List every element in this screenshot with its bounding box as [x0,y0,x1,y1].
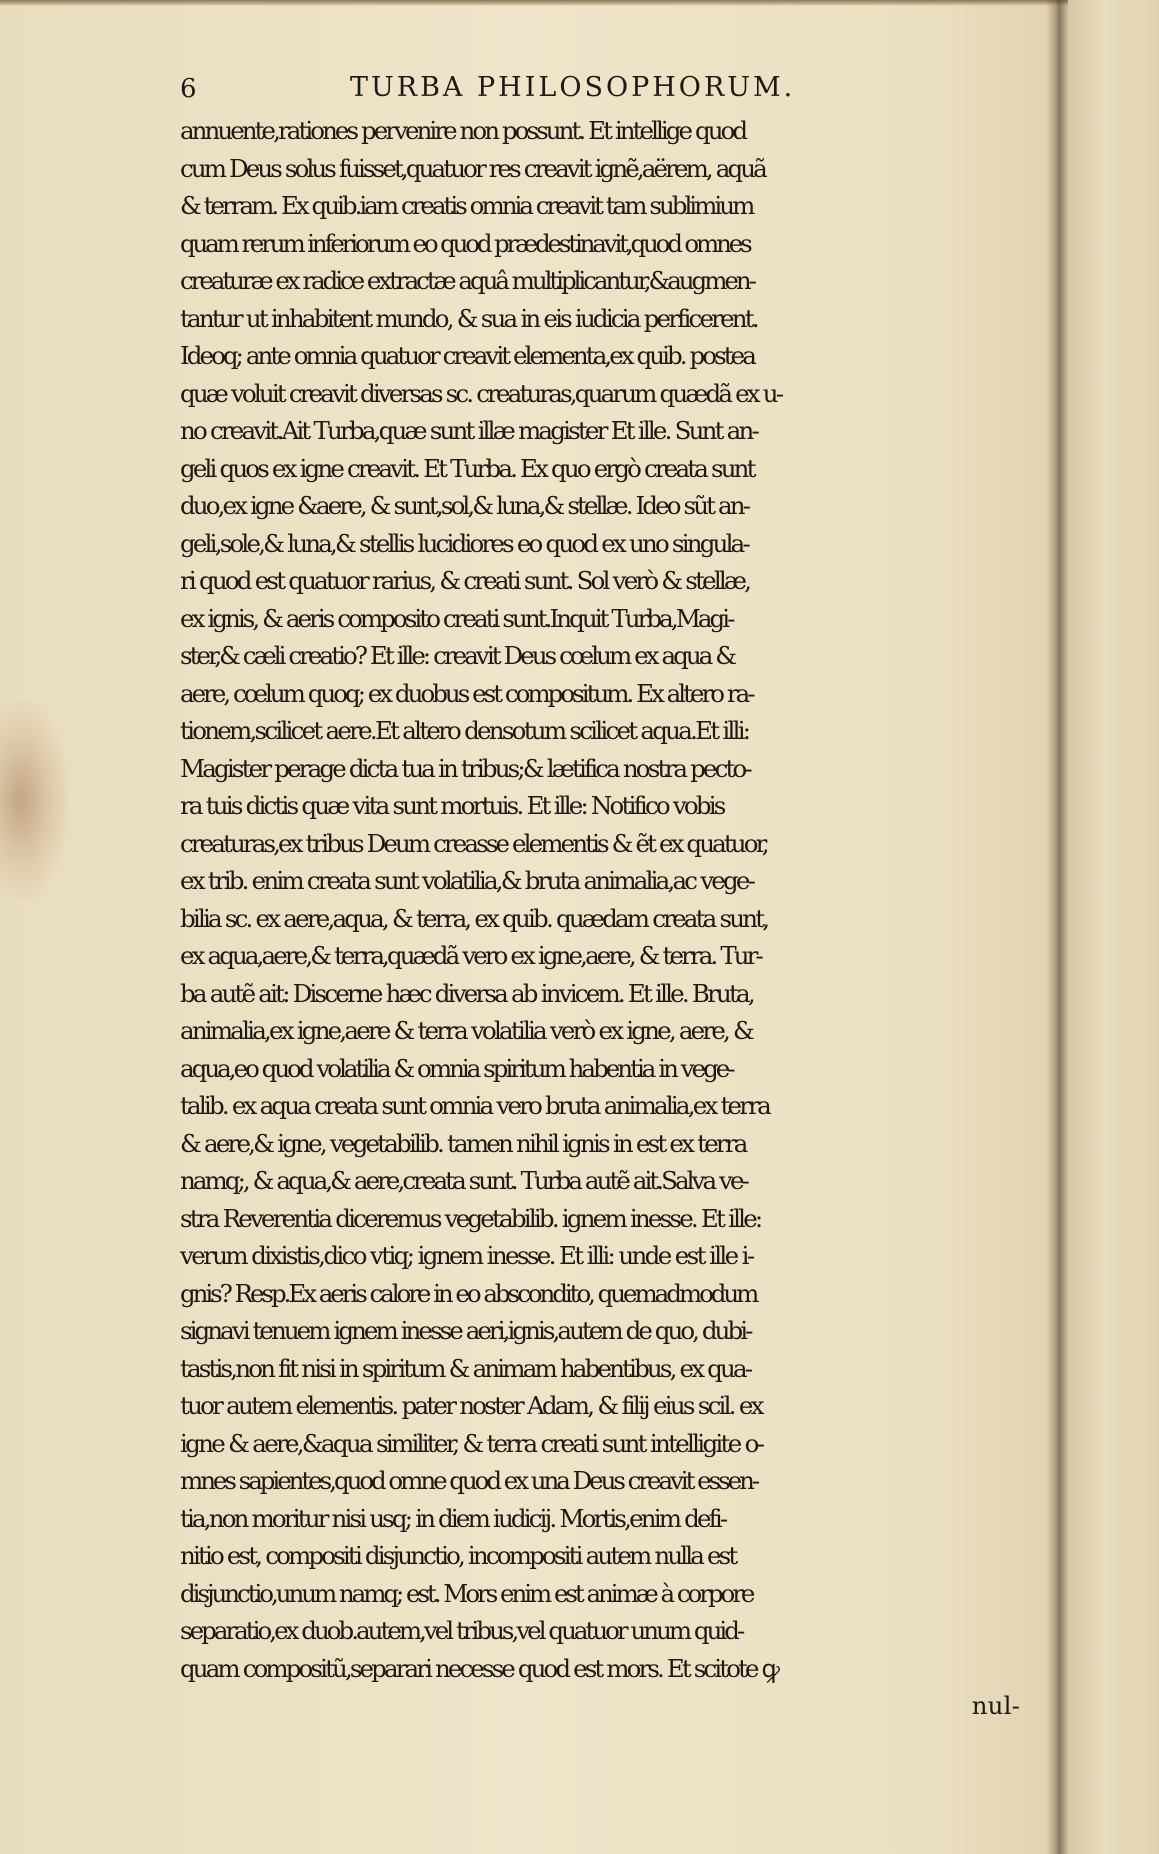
text-line: tastis,non fit nisi in spiritum & animam habentibus, ex qua- [180,1353,751,1383]
text-line: ex aqua,aere,& terra,quædã vero ex igne,aere, & terra. Tur- [180,941,761,970]
text-line: geli,sole,& luna,& stellis lucidiores eo quod ex uno singula- [180,528,748,558]
text-line: & terram. Ex quib.iam creatis omnia creavit tam sublimium [180,191,753,220]
text-line: ri quod est quatuor rarius, & creati sunt. Sol verò & stellæ, [180,566,750,595]
text-line: Magister perage dicta tua in tribus;& lætifica nostra pecto- [180,753,750,783]
text-line: gnis? Resp.Ex aeris calore in eo abscondito, quemadmodum [180,1278,757,1308]
page-top-edge [0,0,1159,6]
page-number: 6 [180,74,197,104]
text-line: nitio est, compositi disjunctio, incompositi autem nulla est [180,1541,736,1570]
text-line: ra tuis dictis quæ vita sunt mortuis. Et ille: Notifico vobis [180,791,724,820]
text-line: namq;, & aqua,& aere,creata sunt. Turba autẽ ait.Salva ve- [180,1166,747,1195]
text-line: tionem,scilicet aere.Et altero densotum scilicet aqua.Et illi: [180,716,749,745]
text-line: aere, cœlum quoq; ex duobus est compositum. Ex altero ra- [180,678,753,708]
paper-stain [0,700,70,900]
text-line: cum Deus solus fuisset,quatuor res creavit ignẽ,aërem, aquã [180,153,765,183]
text-line: duo,ex igne &aere, & sunt,sol,& luna,& stellæ. Ideo sũt an- [180,491,748,520]
book-page [180,68,1040,1725]
text-line: aqua,eo quod volatilia & omnia spiritum habentia in vege- [180,1053,733,1083]
text-line: ex trib. enim creata sunt volatilia,& bruta animalia,ac vege- [180,866,754,895]
text-line: mnes sapientes,quod omne quod ex una Deus creavit essen- [180,1466,758,1495]
catchword: nul- [971,1691,1020,1720]
adjacent-page-edge [1068,0,1159,1854]
text-line: geli quos ex igne creavit. Et Turba. Ex quo ergò creata sunt [180,453,754,483]
text-line: talib. ex aqua creata sunt omnia vero bruta animalia,ex terra [180,1091,769,1120]
text-line: verum dixistis,dico vtiq; ignem inesse. Et illi: unde est ille i- [180,1241,753,1270]
text-line: bilia sc. ex aere,aqua, & terra, ex quib. quædam creata sunt, [180,903,768,933]
text-line: animalia,ex igne,aere & terra volatilia verò ex igne, aere, & [180,1016,753,1045]
running-title: TURBA PHILOSOPHORUM. [350,72,796,103]
running-head [180,68,1040,112]
text-line: igne & aere,&aqua similiter, & terra creati sunt intelligite o- [180,1428,763,1458]
text-line: quæ voluit creavit diversas sc. creaturas,quarum quædã ex u- [180,378,782,408]
text-line: tuor autem elementis. pater noster Adam, & filij eius scil. ex [180,1391,762,1420]
body-text [180,112,1040,1687]
text-line: creaturæ ex radice extractæ aquâ multiplicantur,&augmen- [180,266,754,295]
text-line: annuente,rationes pervenire non possunt. Et intellige quod [180,116,746,145]
text-line: no creavit.Ait Turba,quæ sunt illæ magister Et ille. Sunt an- [180,416,757,445]
text-line: quam compositũ,separari necesse quod est mors. Et scitote ꝙ [180,1653,778,1683]
text-line: quam rerum inferiorum eo quod prædestinavit,quod omnes [180,228,750,258]
book-gutter [1046,0,1070,1854]
text-line: tia,non moritur nisi usq; in diem iudicij. Mortis,enim defi- [180,1503,726,1533]
text-line: creaturas,ex tribus Deum creasse elementis & ẽt ex quatuor, [180,828,767,858]
text-line: disjunctio,unum namq; est. Mors enim est animæ à corpore [180,1578,753,1608]
text-line: ba autẽ ait: Discerne hæc diversa ab invicem. Et ille. Bruta, [180,978,753,1008]
text-line: signavi tenuem ignem inesse aeri,ignis,autem de quo, dubi- [180,1316,751,1345]
text-line: separatio,ex duob.autem,vel tribus,vel quatuor unum quid- [180,1616,743,1645]
text-line: tantur ut inhabitent mundo, & sua in eis iudicia perficerent. [180,303,757,333]
text-line: stra Reverentia diceremus vegetabilib. ignem inesse. Et ille: [180,1203,761,1233]
text-line: & aere,& igne, vegetabilib. tamen nihil ignis in est ex terra [180,1128,746,1158]
text-line: Ideoq; ante omnia quatuor creavit elementa,ex quib. postea [180,341,754,370]
text-line: ster,& cæli creatio? Et ille: creavit Deus cœlum ex aqua & [180,641,735,670]
text-line: ex ignis, & aeris composito creati sunt.Inquit Turba,Magi- [180,603,733,633]
